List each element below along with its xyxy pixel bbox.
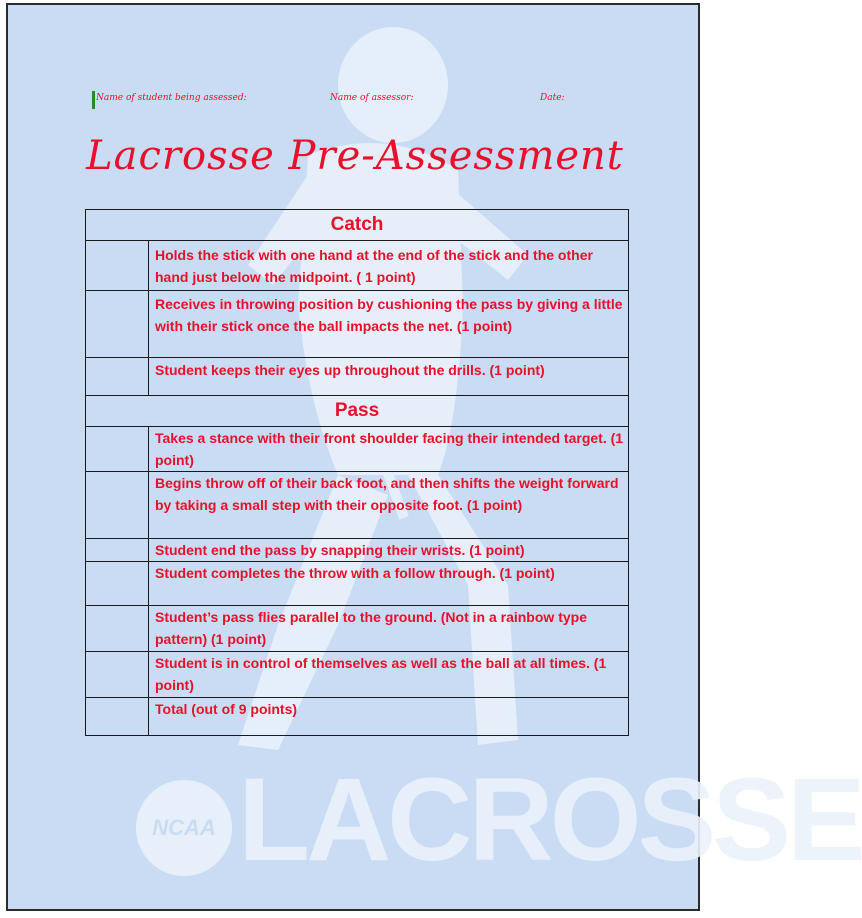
criterion-text: Holds the stick with one hand at the end of the stick and the other hand just below the midpoint. ( 1 point) — [149, 241, 629, 291]
criterion-text: Student keeps their eyes up throughout the drills. (1 point) — [149, 358, 629, 396]
table-row — [86, 472, 629, 539]
watermark-ncaa-logo-text: NCAA — [152, 815, 216, 840]
table-row — [86, 606, 629, 652]
watermark-lacrosse-word: LACROSSE — [238, 754, 862, 886]
criterion-text: Receives in throwing position by cushioning the pass by giving a little with their stick once the ball impacts the net. (1 point) — [149, 291, 629, 358]
criterion-text: Begins throw off of their back foot, and then shifts the weight forward by taking a small step with their opposite foot. (1 point) — [149, 472, 629, 539]
assessment-rubric-table — [85, 209, 629, 736]
date-label: Date: — [540, 93, 565, 103]
criterion-text: Student end the pass by snapping their wrists. (1 point) — [149, 539, 629, 562]
table-row — [86, 291, 629, 358]
criterion-text: Student is in control of themselves as well as the ball at all times. (1 point) — [149, 652, 629, 698]
table-row — [86, 698, 629, 736]
criterion-text: Student completes the throw with a follow through. (1 point) — [149, 562, 629, 606]
score-cell[interactable] — [86, 427, 149, 472]
assessment-page — [6, 3, 862, 911]
section-heading-row — [86, 210, 629, 241]
table-row — [86, 358, 629, 396]
score-cell[interactable] — [86, 698, 149, 736]
section-heading-catch: Catch — [86, 210, 629, 241]
table-row — [86, 427, 629, 472]
criterion-text: Takes a stance with their front shoulder facing their intended target. (1 point) — [149, 427, 629, 472]
text-cursor — [92, 91, 95, 109]
section-heading-pass: Pass — [86, 396, 629, 427]
table-row — [86, 562, 629, 606]
criterion-text: Student’s pass flies parallel to the ground. (Not in a rainbow type pattern) (1 point) — [149, 606, 629, 652]
table-row — [86, 652, 629, 698]
score-cell[interactable] — [86, 358, 149, 396]
section-heading-row — [86, 396, 629, 427]
table-row — [86, 241, 629, 291]
total-text: Total (out of 9 points) — [149, 698, 629, 736]
score-cell[interactable] — [86, 241, 149, 291]
score-cell[interactable] — [86, 562, 149, 606]
page-title: Lacrosse Pre-Assessment — [86, 133, 624, 179]
student-name-label: Name of student being assessed: — [96, 93, 247, 103]
score-cell[interactable] — [86, 472, 149, 539]
score-cell[interactable] — [86, 606, 149, 652]
score-cell[interactable] — [86, 652, 149, 698]
table-row — [86, 539, 629, 562]
score-cell[interactable] — [86, 539, 149, 562]
assessor-name-label: Name of assessor: — [330, 93, 414, 103]
score-cell[interactable] — [86, 291, 149, 358]
